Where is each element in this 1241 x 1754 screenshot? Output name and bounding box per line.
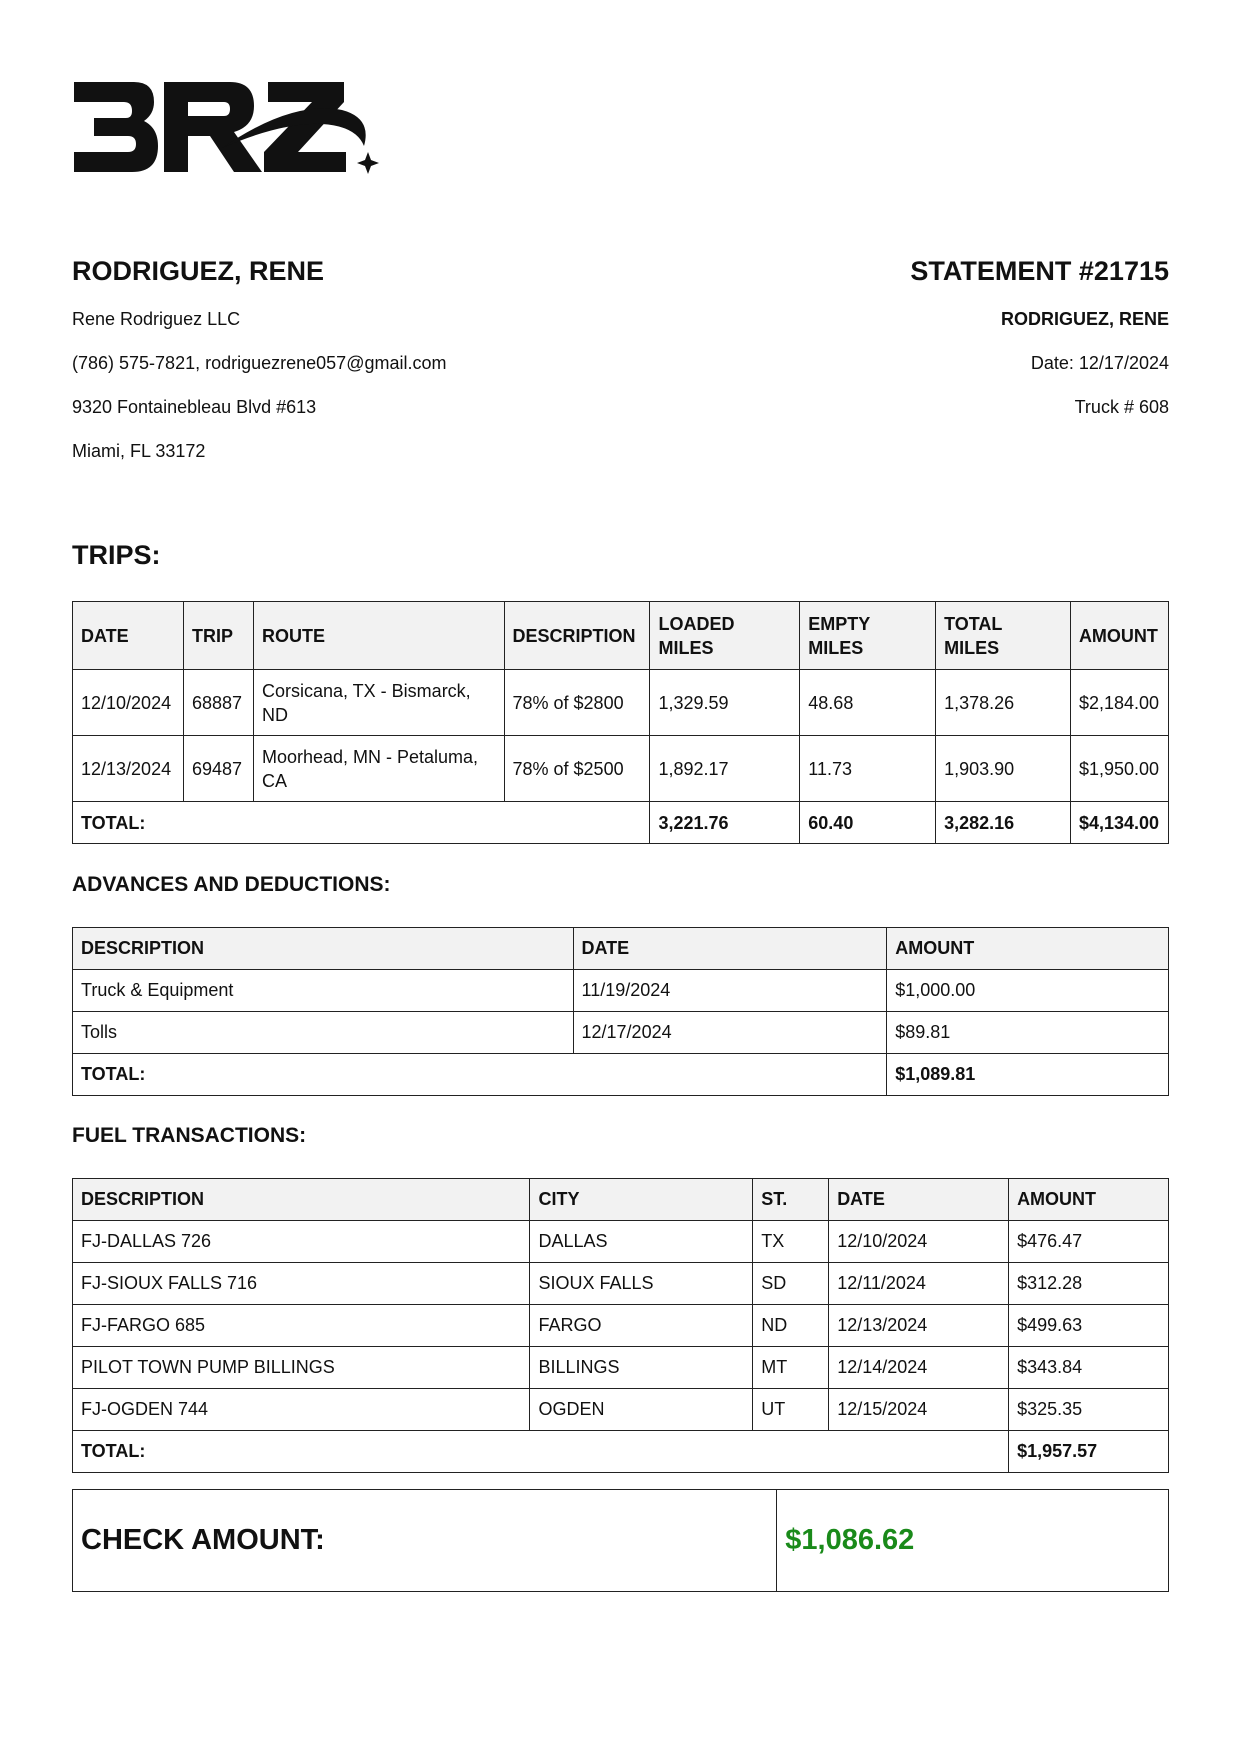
table-header-row <box>73 602 1169 670</box>
trip-amount: $2,184.00 <box>1070 670 1168 736</box>
fuel-state: MT <box>753 1347 829 1389</box>
fuel-total-amount: $1,957.57 <box>1009 1431 1169 1473</box>
brz-logo <box>72 80 382 190</box>
fuel-heading: FUEL TRANSACTIONS: <box>72 1124 307 1147</box>
fuel-description: FJ-OGDEN 744 <box>73 1389 530 1431</box>
fuel-city: OGDEN <box>530 1389 753 1431</box>
fuel-amount: $325.35 <box>1009 1389 1169 1431</box>
table-row <box>73 670 1169 736</box>
statement-truck: Truck # 608 <box>1074 397 1169 417</box>
fuel-state: ND <box>753 1305 829 1347</box>
fuel-amount: $343.84 <box>1009 1347 1169 1389</box>
trip-total-miles: 1,378.26 <box>936 670 1071 736</box>
trips-total-row <box>73 802 1169 844</box>
trip-description: 78% of $2500 <box>504 736 650 802</box>
col-header-state: ST. <box>753 1179 829 1221</box>
trip-route: Moorhead, MN - Petaluma, CA <box>253 736 504 802</box>
trips-total-amount: $4,134.00 <box>1070 802 1168 844</box>
trip-number: 69487 <box>183 736 253 802</box>
col-header-city: CITY <box>530 1179 753 1221</box>
trip-route: Corsicana, TX - Bismarck, ND <box>253 670 504 736</box>
trip-loaded-miles: 1,329.59 <box>650 670 800 736</box>
col-header-total-miles: TOTAL MILES <box>936 602 1071 670</box>
advance-date: 12/17/2024 <box>573 1012 887 1054</box>
trip-empty-miles: 48.68 <box>800 670 936 736</box>
statement-date: Date: 12/17/2024 <box>1030 353 1169 373</box>
fuel-total-row <box>73 1431 1169 1473</box>
advances-total-label: TOTAL: <box>73 1054 887 1096</box>
statement-name: RODRIGUEZ, RENE <box>1000 309 1169 329</box>
fuel-date: 12/10/2024 <box>829 1221 1009 1263</box>
fuel-amount: $476.47 <box>1009 1221 1169 1263</box>
table-row <box>73 736 1169 802</box>
col-header-date: DATE <box>573 928 887 970</box>
driver-info <box>72 256 632 462</box>
driver-name: RODRIGUEZ, RENE <box>72 256 325 286</box>
fuel-state: TX <box>753 1221 829 1263</box>
advance-date: 11/19/2024 <box>573 970 887 1012</box>
advances-table <box>72 927 1169 1096</box>
trips-total-empty: 60.40 <box>800 802 936 844</box>
trip-total-miles: 1,903.90 <box>936 736 1071 802</box>
col-header-amount: AMOUNT <box>1070 602 1168 670</box>
advances-heading: ADVANCES AND DEDUCTIONS: <box>72 873 391 896</box>
driver-address-line1: 9320 Fontainebleau Blvd #613 <box>72 397 317 417</box>
fuel-city: FARGO <box>530 1305 753 1347</box>
table-row <box>73 1221 1169 1263</box>
fuel-state: SD <box>753 1263 829 1305</box>
advance-description: Tolls <box>73 1012 574 1054</box>
advance-description: Truck & Equipment <box>73 970 574 1012</box>
fuel-amount: $312.28 <box>1009 1263 1169 1305</box>
trip-description: 78% of $2800 <box>504 670 650 736</box>
table-row <box>73 1305 1169 1347</box>
check-amount-value: $1,086.62 <box>777 1490 1169 1592</box>
trips-total-label: TOTAL: <box>73 802 650 844</box>
fuel-table <box>72 1178 1169 1473</box>
col-header-route: ROUTE <box>253 602 504 670</box>
trips-table <box>72 601 1169 844</box>
col-header-trip: TRIP <box>183 602 253 670</box>
trip-amount: $1,950.00 <box>1070 736 1168 802</box>
col-header-amount: AMOUNT <box>1009 1179 1169 1221</box>
fuel-city: SIOUX FALLS <box>530 1263 753 1305</box>
table-row <box>73 970 1169 1012</box>
table-header-row <box>73 928 1169 970</box>
advances-total-amount: $1,089.81 <box>887 1054 1169 1096</box>
fuel-description: FJ-FARGO 685 <box>73 1305 530 1347</box>
table-header-row <box>73 1179 1169 1221</box>
advance-amount: $89.81 <box>887 1012 1169 1054</box>
trips-total-miles: 3,282.16 <box>936 802 1071 844</box>
advance-amount: $1,000.00 <box>887 970 1169 1012</box>
col-header-description: DESCRIPTION <box>73 1179 530 1221</box>
statement-title: STATEMENT #21715 <box>910 256 1169 286</box>
fuel-date: 12/15/2024 <box>829 1389 1009 1431</box>
fuel-description: PILOT TOWN PUMP BILLINGS <box>73 1347 530 1389</box>
table-row <box>73 1012 1169 1054</box>
fuel-date: 12/11/2024 <box>829 1263 1009 1305</box>
advances-total-row <box>73 1054 1169 1096</box>
table-row <box>73 1347 1169 1389</box>
fuel-date: 12/14/2024 <box>829 1347 1009 1389</box>
col-header-date: DATE <box>829 1179 1009 1221</box>
col-header-loaded-miles: LOADED MILES <box>650 602 800 670</box>
col-header-empty-miles: EMPTY MILES <box>800 602 936 670</box>
trip-date: 12/10/2024 <box>73 670 184 736</box>
trips-total-loaded: 3,221.76 <box>650 802 800 844</box>
driver-company: Rene Rodriguez LLC <box>72 309 241 329</box>
col-header-description: DESCRIPTION <box>73 928 574 970</box>
fuel-total-label: TOTAL: <box>73 1431 1009 1473</box>
trip-date: 12/13/2024 <box>73 736 184 802</box>
driver-address-line2: Miami, FL 33172 <box>72 441 206 461</box>
check-amount-label: CHECK AMOUNT: <box>73 1490 777 1592</box>
trip-loaded-miles: 1,892.17 <box>650 736 800 802</box>
trip-number: 68887 <box>183 670 253 736</box>
statement-info <box>669 256 1169 418</box>
col-header-description: DESCRIPTION <box>504 602 650 670</box>
check-amount-box <box>72 1489 1169 1592</box>
trip-empty-miles: 11.73 <box>800 736 936 802</box>
col-header-amount: AMOUNT <box>887 928 1169 970</box>
fuel-amount: $499.63 <box>1009 1305 1169 1347</box>
check-amount-row <box>73 1490 1169 1592</box>
fuel-description: FJ-DALLAS 726 <box>73 1221 530 1263</box>
fuel-city: DALLAS <box>530 1221 753 1263</box>
fuel-date: 12/13/2024 <box>829 1305 1009 1347</box>
fuel-city: BILLINGS <box>530 1347 753 1389</box>
table-row <box>73 1263 1169 1305</box>
fuel-state: UT <box>753 1389 829 1431</box>
table-row <box>73 1389 1169 1431</box>
col-header-date: DATE <box>73 602 184 670</box>
trips-heading: TRIPS: <box>72 540 161 570</box>
fuel-description: FJ-SIOUX FALLS 716 <box>73 1263 530 1305</box>
driver-contact: (786) 575-7821, rodriguezrene057@gmail.com <box>72 353 447 373</box>
